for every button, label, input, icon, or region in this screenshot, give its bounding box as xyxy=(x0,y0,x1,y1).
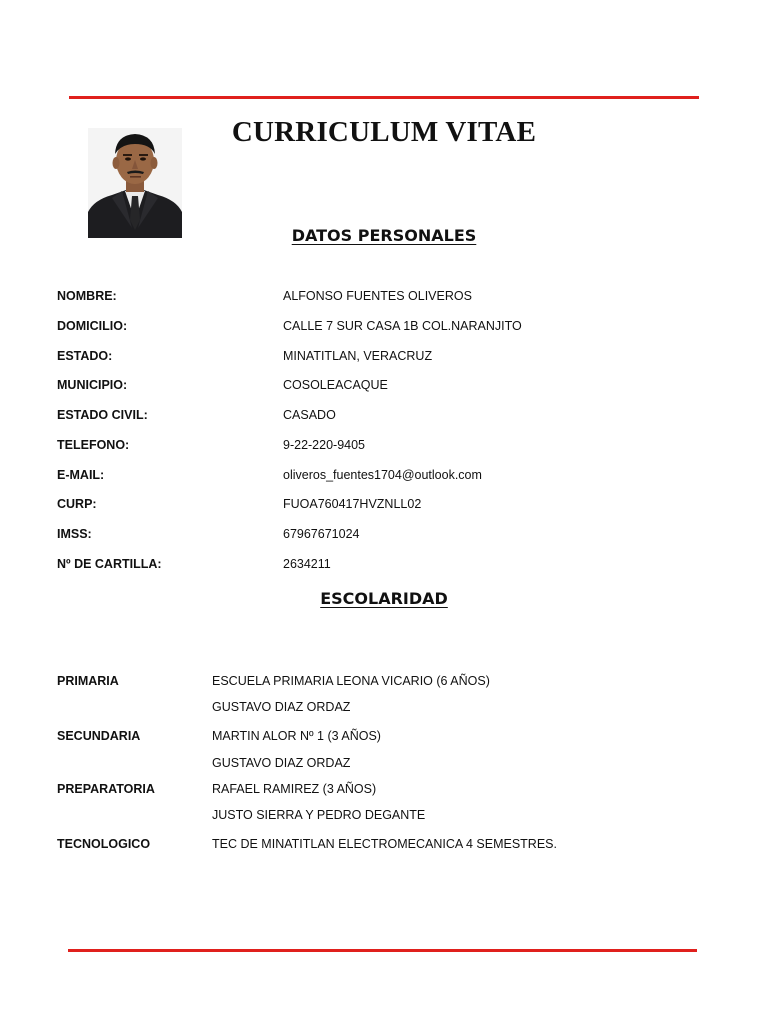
education-school: JUSTO SIERRA Y PEDRO DEGANTE xyxy=(212,808,426,822)
personal-row-cartilla xyxy=(0,557,768,575)
education-row-preparatoria-location xyxy=(0,808,768,826)
field-label: NOMBRE: xyxy=(57,289,117,303)
personal-row-estado-civil xyxy=(0,408,768,426)
field-value: 2634211 xyxy=(283,557,331,571)
field-value: 67967671024 xyxy=(283,527,360,541)
field-label: DOMICILIO: xyxy=(57,319,128,333)
document-title: CURRICULUM VITAE xyxy=(231,116,537,148)
field-label: E-MAIL: xyxy=(57,468,105,482)
education-school: TEC DE MINATITLAN ELECTROMECANICA 4 SEMESTRES. xyxy=(212,837,557,851)
education-row-secundaria-location xyxy=(0,756,768,774)
field-label: ESTADO: xyxy=(57,349,113,363)
education-school: MARTIN ALOR Nº 1 (3 AÑOS) xyxy=(212,729,381,743)
personal-row-email xyxy=(0,468,768,486)
education-row-preparatoria xyxy=(0,782,768,800)
field-label: IMSS: xyxy=(57,527,92,541)
education-school: RAFAEL RAMIREZ (3 AÑOS) xyxy=(212,782,377,796)
education-level: TECNOLOGICO xyxy=(57,837,151,851)
field-value: CALLE 7 SUR CASA 1B COL.NARANJITO xyxy=(283,319,522,333)
field-label: ESTADO CIVIL: xyxy=(57,408,148,422)
bottom-divider xyxy=(68,949,697,952)
personal-row-curp xyxy=(0,497,768,515)
field-value: 9-22-220-9405 xyxy=(283,438,366,452)
personal-row-municipio xyxy=(0,378,768,396)
personal-row-imss xyxy=(0,527,768,545)
personal-row-telefono xyxy=(0,438,768,456)
personal-row-estado xyxy=(0,349,768,367)
education-row-primaria-location xyxy=(0,700,768,718)
education-school: GUSTAVO DIAZ ORDAZ xyxy=(212,700,351,714)
field-value: MINATITLAN, VERACRUZ xyxy=(283,349,433,363)
personal-data-heading: DATOS PERSONALES xyxy=(291,226,477,245)
education-level: PREPARATORIA xyxy=(57,782,155,796)
top-divider xyxy=(69,96,699,99)
education-row-secundaria xyxy=(0,729,768,747)
education-level: SECUNDARIA xyxy=(57,729,141,743)
field-label: CURP: xyxy=(57,497,97,511)
education-school: GUSTAVO DIAZ ORDAZ xyxy=(212,756,351,770)
personal-row-nombre xyxy=(0,289,768,307)
education-school: ESCUELA PRIMARIA LEONA VICARIO (6 AÑOS) xyxy=(212,674,490,688)
field-label: Nº DE CARTILLA: xyxy=(57,557,162,571)
field-value: oliveros_fuentes1704@outlook.com xyxy=(283,468,482,482)
field-value: COSOLEACAQUE xyxy=(283,378,388,392)
education-level: PRIMARIA xyxy=(57,674,119,688)
education-row-primaria xyxy=(0,674,768,692)
field-value: FUOA760417HVZNLL02 xyxy=(283,497,422,511)
field-value: ALFONSO FUENTES OLIVEROS xyxy=(283,289,472,303)
education-heading: ESCOLARIDAD xyxy=(320,589,448,608)
personal-row-domicilio xyxy=(0,319,768,337)
field-value: CASADO xyxy=(283,408,336,422)
education-row-tecnologico xyxy=(0,837,768,855)
field-label: MUNICIPIO: xyxy=(57,378,128,392)
field-label: TELEFONO: xyxy=(57,438,130,452)
